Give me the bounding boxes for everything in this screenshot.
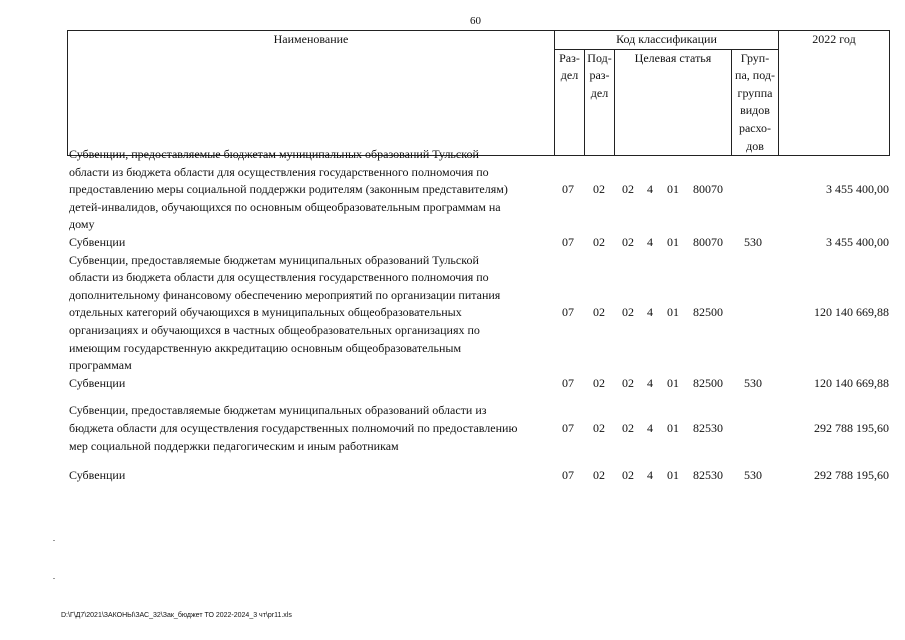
amount: 292 788 195,60 bbox=[814, 420, 889, 435]
header-name: Наименование bbox=[68, 31, 555, 156]
group-code: 530 bbox=[744, 468, 762, 483]
amount: 3 455 400,00 bbox=[826, 234, 889, 249]
target-code-part: 80070 bbox=[693, 234, 723, 249]
table-header bbox=[67, 30, 890, 156]
table-body bbox=[67, 146, 889, 485]
amount: 3 455 400,00 bbox=[826, 182, 889, 197]
file-path: D:\Г\Д7\2021\ЗАКОНЫ\ЗАС_32\Зак_бюджет ТО 2022-2024_3 чт\pr11.xls bbox=[61, 612, 292, 619]
row-name-line: Субвенции bbox=[69, 375, 126, 390]
target-code-part: 01 bbox=[667, 182, 679, 197]
target-code-part: 01 bbox=[667, 420, 679, 435]
target-code-part: 02 bbox=[622, 305, 634, 320]
row-name-line: Субвенции, предоставляемые бюджетам муниципальных образований Тульской bbox=[69, 147, 479, 161]
target-code-part: 01 bbox=[667, 468, 679, 483]
margin-mark bbox=[53, 578, 55, 579]
target-code-part: 4 bbox=[647, 305, 653, 320]
header-podrazdel: Под- раз- дел bbox=[585, 49, 615, 156]
row-name-line: области из бюджета области для осуществления государственного полномочия по bbox=[69, 270, 489, 285]
razdel-code: 07 bbox=[562, 234, 574, 249]
row-name-line: бюджета области для осуществления государственных полномочий по предоставлению bbox=[69, 420, 518, 435]
table-row bbox=[67, 234, 889, 252]
table-row bbox=[67, 402, 889, 455]
target-code-part: 82530 bbox=[693, 468, 723, 483]
razdel-code: 07 bbox=[562, 375, 574, 390]
podrazdel-code: 02 bbox=[593, 420, 605, 435]
podrazdel-code: 02 bbox=[593, 375, 605, 390]
target-code-part: 02 bbox=[622, 182, 634, 197]
row-name-line: Субвенции, предоставляемые бюджетам муниципальных образований Тульской bbox=[69, 252, 479, 267]
target-code-part: 4 bbox=[647, 420, 653, 435]
group-code: 530 bbox=[744, 234, 762, 249]
target-code-part: 80070 bbox=[693, 182, 723, 197]
table-row bbox=[67, 467, 889, 485]
margin-mark bbox=[53, 540, 55, 541]
target-code-part: 02 bbox=[622, 468, 634, 483]
target-code-part: 4 bbox=[647, 468, 653, 483]
target-code-part: 01 bbox=[667, 375, 679, 390]
razdel-code: 07 bbox=[562, 420, 574, 435]
row-name-line: имеющим государственную аккредитацию основным общеобразовательным bbox=[69, 340, 462, 355]
target-code-part: 01 bbox=[667, 234, 679, 249]
row-name-line: программам bbox=[69, 358, 132, 373]
row-name-line: дополнительному финансовому обеспечению мероприятий по организации питания bbox=[69, 287, 501, 302]
header-code: Код классификации bbox=[555, 31, 779, 50]
row-name-line: Субвенции bbox=[69, 468, 126, 483]
row-name-line: дому bbox=[69, 217, 95, 232]
target-code-part: 02 bbox=[622, 375, 634, 390]
page-number: 60 bbox=[470, 15, 481, 27]
header-razdel: Раз- дел bbox=[555, 49, 585, 156]
target-code-part: 82500 bbox=[693, 375, 723, 390]
row-name-line: детей-инвалидов, обучающихся по основным общеобразовательным программам на bbox=[69, 199, 501, 214]
table-row bbox=[67, 252, 889, 375]
row-name-line: организациях и обучающихся в частных общеобразовательных организациях по bbox=[69, 322, 480, 337]
target-code-part: 01 bbox=[667, 305, 679, 320]
target-code-part: 4 bbox=[647, 375, 653, 390]
target-code-part: 82500 bbox=[693, 305, 723, 320]
target-code-part: 4 bbox=[647, 182, 653, 197]
header-group: Груп- па, под- группа видов расхо- дов bbox=[732, 49, 779, 156]
podrazdel-code: 02 bbox=[593, 468, 605, 483]
table-row bbox=[67, 375, 889, 393]
row-name-line: Субвенции, предоставляемые бюджетам муниципальных образований области из bbox=[69, 403, 487, 418]
header-target: Целевая статья bbox=[615, 49, 732, 156]
group-code: 530 bbox=[744, 375, 762, 390]
row-name-line: области из бюджета области для осуществления государственного полномочия по bbox=[69, 164, 489, 179]
target-code-part: 4 bbox=[647, 234, 653, 249]
target-code-part: 02 bbox=[622, 420, 634, 435]
amount: 120 140 669,88 bbox=[814, 375, 889, 390]
row-name-line: отдельных категорий обучающихся в муниципальных общеобразовательных bbox=[69, 305, 462, 320]
podrazdel-code: 02 bbox=[593, 234, 605, 249]
podrazdel-code: 02 bbox=[593, 182, 605, 197]
razdel-code: 07 bbox=[562, 468, 574, 483]
amount: 120 140 669,88 bbox=[814, 305, 889, 320]
target-code-part: 82530 bbox=[693, 420, 723, 435]
row-name-line: мер социальной поддержки педагогическим и иным работникам bbox=[69, 438, 399, 453]
row-name-line: Субвенции bbox=[69, 234, 126, 249]
razdel-code: 07 bbox=[562, 305, 574, 320]
podrazdel-code: 02 bbox=[593, 305, 605, 320]
row-name-line: предоставлению меры социальной поддержки родителям (законным представителям) bbox=[69, 182, 508, 197]
header-year: 2022 год bbox=[779, 31, 890, 156]
razdel-code: 07 bbox=[562, 182, 574, 197]
amount: 292 788 195,60 bbox=[814, 468, 889, 483]
table-row bbox=[67, 146, 889, 234]
target-code-part: 02 bbox=[622, 234, 634, 249]
